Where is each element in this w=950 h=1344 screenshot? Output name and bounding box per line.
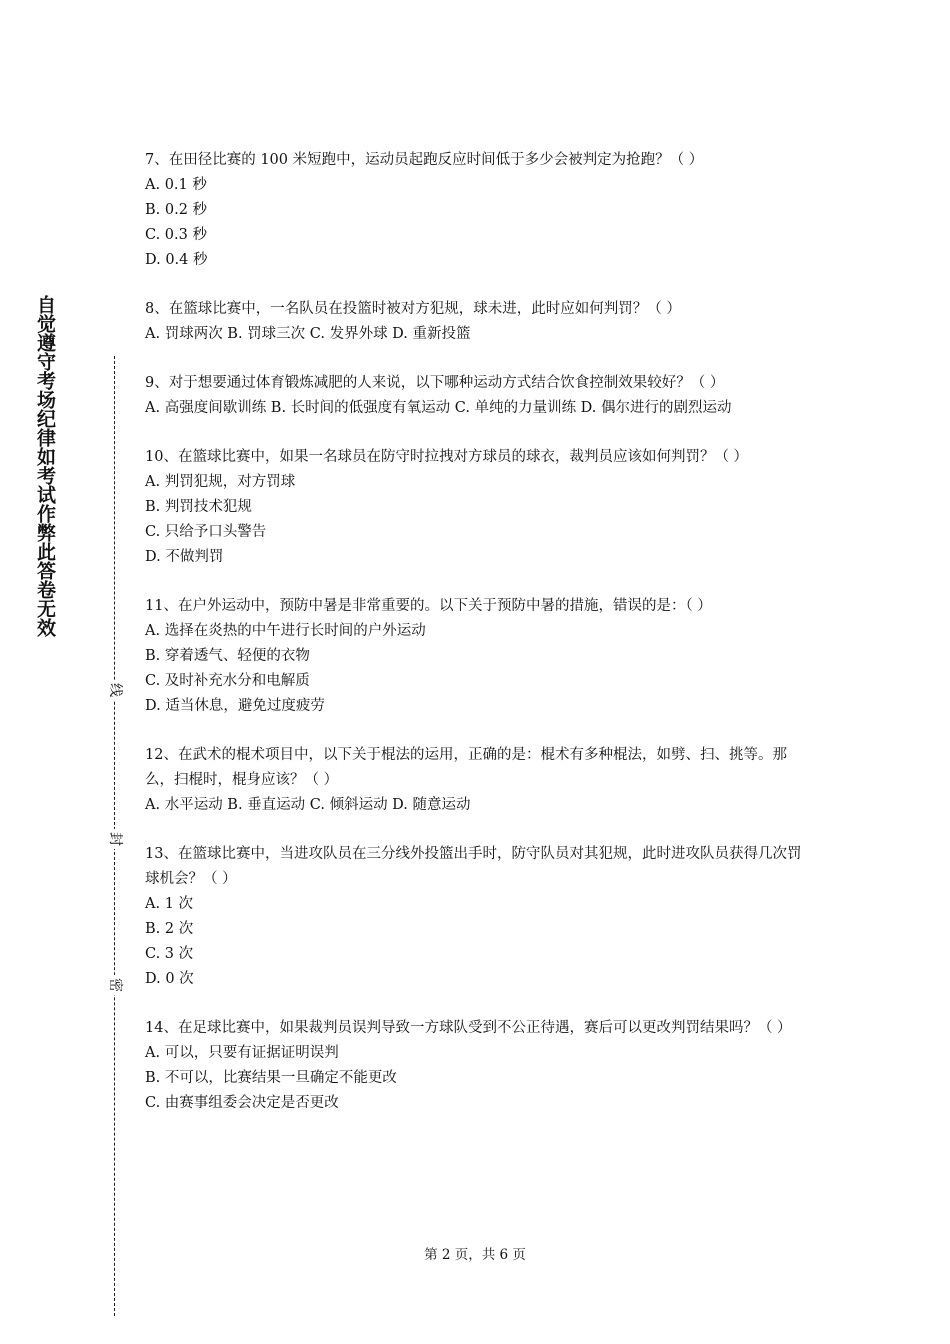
option-b: B. 不可以，比赛结果一旦确定不能更改 (145, 1070, 397, 1086)
question-10 (145, 445, 815, 570)
question-text: 10、在篮球比赛中，如果一名球员在防守时拉拽对方球员的球衣，裁判员应该如何判罚？（ ） (145, 449, 749, 465)
option-c: C. 及时补充水分和电解质 (145, 673, 310, 689)
question-text: 9、对于想要通过体育锻炼减肥的人来说，以下哪种运动方式结合饮食控制效果较好？（ ） (145, 375, 725, 391)
question-13 (145, 842, 815, 992)
question-11 (145, 594, 815, 719)
option-list (145, 1041, 815, 1116)
option-c: C. 3 次 (145, 946, 194, 962)
question-12 (145, 743, 815, 818)
option-b: B. 判罚技术犯规 (145, 499, 252, 515)
option-d: D. 适当休息，避免过度疲劳 (145, 698, 325, 714)
question-8 (145, 297, 815, 347)
option-list (145, 619, 815, 719)
option-a: A. 可以，只要有证据证明误判 (145, 1045, 339, 1061)
question-text: 7、在田径比赛的 100 米短跑中，运动员起跑反应时间低于多少会被判定为抢跑？（ ） (145, 152, 704, 168)
question-text: 11、在户外运动中，预防中暑是非常重要的。以下关于预防中暑的措施，错误的是：（ ） (145, 598, 712, 614)
binding-label-xian: 线 (105, 680, 125, 700)
question-text: 14、在足球比赛中，如果裁判员误判导致一方球队受到不公正待遇，赛后可以更改判罚结果吗？（ ） (145, 1020, 792, 1036)
question-list (145, 148, 815, 1140)
option-b: B. 0.2 秒 (145, 202, 208, 218)
question-9 (145, 371, 815, 421)
option-b: B. 穿着透气、轻便的衣物 (145, 648, 310, 664)
option-d: D. 0.4 秒 (145, 252, 208, 268)
option-b: B. 2 次 (145, 921, 194, 937)
question-14 (145, 1016, 815, 1116)
option-list (145, 173, 815, 273)
binding-label-feng: 封 (105, 829, 125, 849)
option-list (145, 892, 815, 992)
option-d: D. 0 次 (145, 971, 194, 987)
question-text: 12、在武术的棍术项目中，以下关于棍法的运用，正确的是：棍术有多种棍法，如劈、扫、挑等。那么，扫棍时，棍身应该？（ ） (145, 747, 787, 788)
inline-options: A. 水平运动 B. 垂直运动 C. 倾斜运动 D. 随意运动 (145, 797, 471, 813)
option-a: A. 1 次 (145, 896, 194, 912)
option-c: C. 由赛事组委会决定是否更改 (145, 1095, 339, 1111)
option-list (145, 470, 815, 570)
exam-discipline-notice: 自觉遵守考场纪律如考试作弊此答卷无效 (34, 295, 56, 637)
option-d: D. 不做判罚 (145, 549, 224, 565)
page-footer: 第 2 页，共 6 页 (424, 1247, 526, 1263)
option-a: A. 判罚犯规，对方罚球 (145, 474, 296, 490)
binding-label-mi: 密 (105, 975, 125, 995)
question-text: 13、在篮球比赛中，当进攻队员在三分线外投篮出手时，防守队员对其犯规，此时进攻队员获得几次罚球机会？（ ） (145, 846, 802, 887)
option-c: C. 只给予口头警告 (145, 524, 267, 540)
inline-options: A. 罚球两次 B. 罚球三次 C. 发界外球 D. 重新投篮 (145, 326, 471, 342)
option-a: A. 0.1 秒 (145, 177, 207, 193)
inline-options: A. 高强度间歇训练 B. 长时间的低强度有氧运动 C. 单纯的力量训练 D. 偶尔进行的剧烈运动 (145, 400, 732, 416)
question-7 (145, 148, 815, 273)
option-c: C. 0.3 秒 (145, 227, 207, 243)
option-a: A. 选择在炎热的中午进行长时间的户外运动 (145, 623, 426, 639)
question-text: 8、在篮球比赛中，一名队员在投篮时被对方犯规，球未进，此时应如何判罚？（ ） (145, 301, 681, 317)
